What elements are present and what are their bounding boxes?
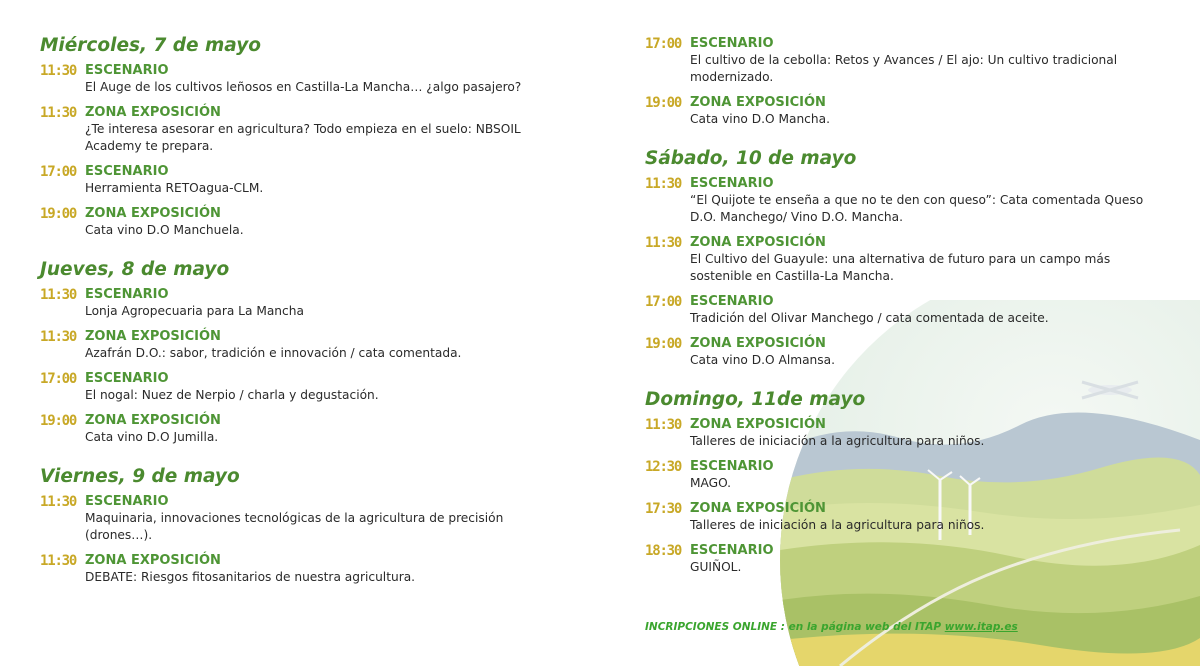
event-description: Tradición del Olivar Manchego / cata comentada de aceite.: [690, 311, 1049, 325]
event-time: 19:00: [40, 206, 77, 222]
event-time: 11:30: [40, 287, 77, 303]
event-time: 19:00: [645, 95, 682, 111]
event-time: 17:30: [645, 501, 682, 517]
event-place: ESCENARIO: [690, 176, 774, 191]
event-place: ZONA EXPOSICIÓN: [85, 553, 221, 568]
event-place: ESCENARIO: [85, 164, 169, 179]
day-heading: Domingo, 11de mayo: [645, 389, 866, 410]
event-description: Talleres de iniciación a la agricultura para niños.: [690, 434, 985, 448]
event-time: 11:30: [645, 417, 682, 433]
left-schedule-column: [40, 34, 560, 605]
schedule-item: [645, 95, 1165, 128]
event-description: Cata vino D.O Jumilla.: [85, 430, 219, 444]
schedule-item: [40, 287, 560, 320]
schedule-item: [40, 553, 560, 586]
schedule-item: [645, 459, 1165, 492]
event-place: ZONA EXPOSICIÓN: [690, 336, 826, 351]
day-block-friday-continued: [645, 36, 1165, 128]
event-description: GUIÑOL.: [690, 560, 742, 574]
event-place: ZONA EXPOSICIÓN: [690, 235, 826, 250]
schedule-item: [645, 235, 1165, 285]
event-place: ZONA EXPOSICIÓN: [85, 206, 221, 221]
event-time: 12:30: [645, 459, 682, 475]
schedule-item: [40, 413, 560, 446]
event-time: 17:00: [40, 371, 77, 387]
schedule-item: [645, 294, 1165, 327]
event-time: 11:30: [40, 329, 77, 345]
schedule-item: [40, 63, 560, 96]
event-place: ZONA EXPOSICIÓN: [85, 105, 221, 120]
event-place: ESCENARIO: [85, 371, 169, 386]
schedule-item: [40, 371, 560, 404]
day-block-thursday: [40, 258, 560, 446]
event-time: 17:00: [645, 294, 682, 310]
event-place: ESCENARIO: [690, 36, 774, 51]
schedule-item: [645, 543, 1165, 576]
event-time: 11:30: [40, 553, 77, 569]
right-schedule-column: [645, 36, 1165, 595]
website-link[interactable]: www.itap.es: [944, 621, 1018, 633]
event-time: 11:30: [645, 235, 682, 251]
event-description: Cata vino D.O Manchuela.: [85, 223, 244, 237]
day-heading: Miércoles, 7 de mayo: [40, 35, 261, 56]
schedule-item: [40, 206, 560, 239]
day-block-sunday: [645, 388, 1165, 576]
event-description: El Auge de los cultivos leñosos en Castilla-La Mancha… ¿algo pasajero?: [85, 80, 522, 94]
event-description: El cultivo de la cebolla: Retos y Avances / El ajo: Un cultivo tradicional modernizado.: [690, 53, 1118, 84]
event-description: ¿Te interesa asesorar en agricultura? Todo empieza en el suelo: NBSOIL Academy te prepara.: [85, 122, 521, 153]
event-time: 11:30: [40, 494, 77, 510]
event-time: 11:30: [40, 105, 77, 121]
event-time: 17:00: [40, 164, 77, 180]
schedule-item: [40, 164, 560, 197]
event-place: ESCENARIO: [85, 287, 169, 302]
event-place: ESCENARIO: [690, 294, 774, 309]
registration-footer: [645, 621, 1018, 633]
event-time: 19:00: [40, 413, 77, 429]
event-place: ZONA EXPOSICIÓN: [85, 329, 221, 344]
schedule-item: [645, 36, 1165, 86]
schedule-item: [645, 176, 1165, 226]
event-time: 17:00: [645, 36, 682, 52]
schedule-item: [40, 329, 560, 362]
schedule-item: [645, 417, 1165, 450]
day-block-saturday: [645, 147, 1165, 369]
event-place: ESCENARIO: [85, 494, 169, 509]
event-place: ZONA EXPOSICIÓN: [85, 413, 221, 428]
day-block-wednesday: [40, 34, 560, 239]
event-description: DEBATE: Riesgos fitosanitarios de nuestra agricultura.: [85, 570, 416, 584]
event-place: ESCENARIO: [85, 63, 169, 78]
event-description: “El Quijote te enseña a que no te den con queso”: Cata comentada Queso D.O. Manchego/ Vino D.O. Mancha.: [690, 193, 1144, 224]
event-time: 11:30: [645, 176, 682, 192]
day-heading: Jueves, 8 de mayo: [40, 259, 230, 280]
event-description: Cata vino D.O Almansa.: [690, 353, 835, 367]
event-place: ZONA EXPOSICIÓN: [690, 501, 826, 516]
event-description: Lonja Agropecuaria para La Mancha: [85, 304, 304, 318]
event-time: 19:00: [645, 336, 682, 352]
event-description: Talleres de iniciación a la agricultura para niños.: [690, 518, 985, 532]
registration-text: INCRIPCIONES ONLINE : en la página web del ITAP: [645, 621, 942, 633]
schedule-item: [40, 105, 560, 155]
event-place: ESCENARIO: [690, 543, 774, 558]
event-description: MAGO.: [690, 476, 732, 490]
event-place: ZONA EXPOSICIÓN: [690, 95, 826, 110]
event-description: El Cultivo del Guayule: una alternativa de futuro para un campo más sostenible en Castilla-La Mancha.: [690, 252, 1111, 283]
event-place: ZONA EXPOSICIÓN: [690, 417, 826, 432]
event-description: Maquinaria, innovaciones tecnológicas de la agricultura de precisión (drones…).: [85, 511, 504, 542]
day-block-friday: [40, 465, 560, 586]
day-heading: Sábado, 10 de mayo: [645, 148, 857, 169]
event-place: ESCENARIO: [690, 459, 774, 474]
event-description: Herramienta RETOagua-CLM.: [85, 181, 264, 195]
event-time: 18:30: [645, 543, 682, 559]
day-heading: Viernes, 9 de mayo: [40, 466, 240, 487]
event-time: 11:30: [40, 63, 77, 79]
schedule-item: [645, 501, 1165, 534]
schedule-item: [40, 494, 560, 544]
event-description: El nogal: Nuez de Nerpio / charla y degustación.: [85, 388, 379, 402]
schedule-item: [645, 336, 1165, 369]
event-description: Cata vino D.O Mancha.: [690, 112, 830, 126]
event-description: Azafrán D.O.: sabor, tradición e innovación / cata comentada.: [85, 346, 462, 360]
